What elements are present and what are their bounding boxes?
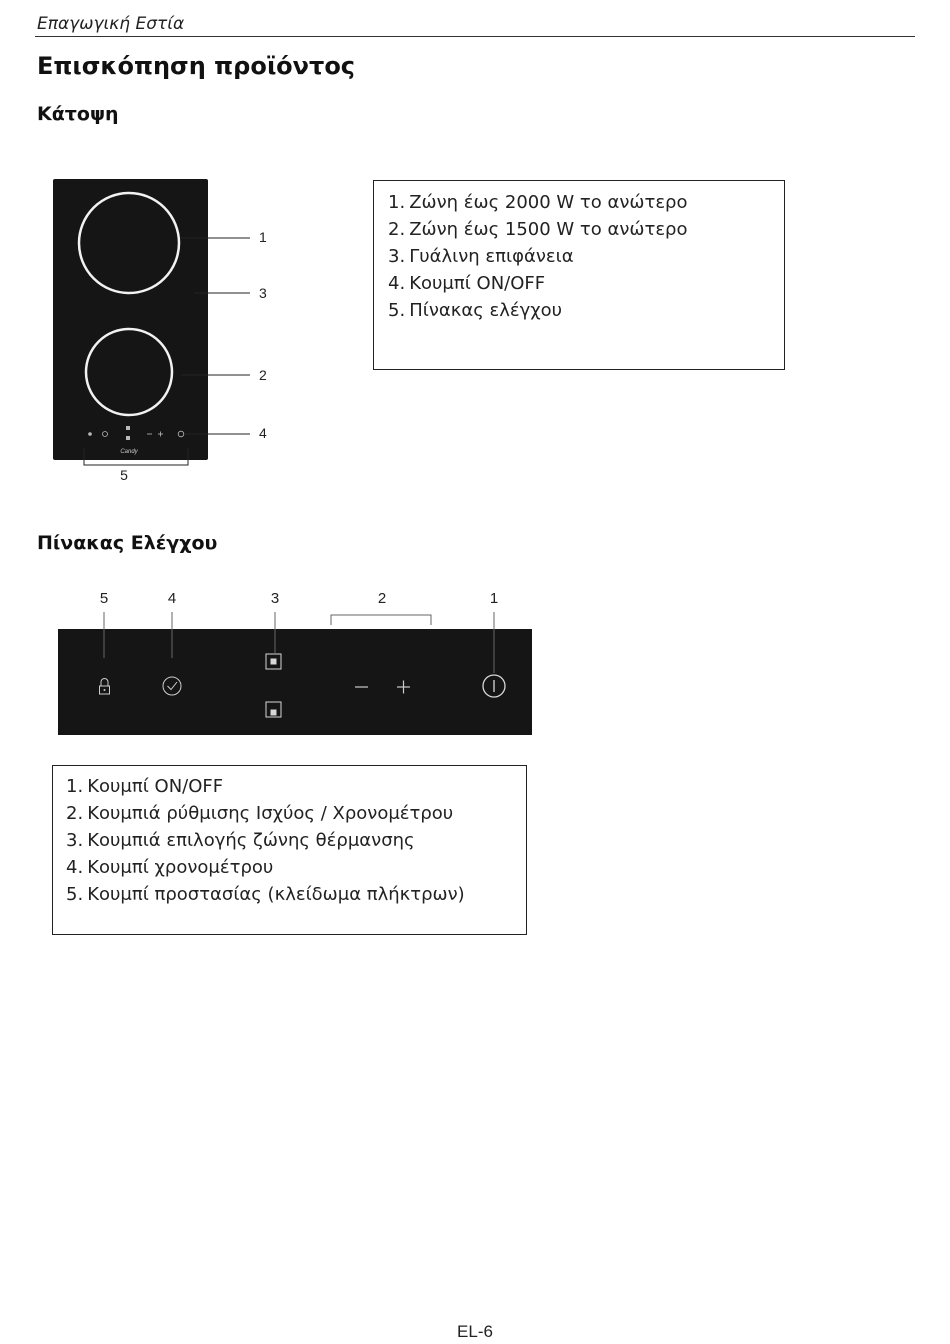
top-view-legend bbox=[373, 180, 785, 370]
cp-callout-1: 1 bbox=[489, 590, 499, 607]
top-view-heading: Κάτοψη bbox=[37, 103, 119, 125]
mini-zone-select-1 bbox=[126, 426, 130, 430]
legend-item: 3. Κουμπιά επιλογής ζώνης θέρμανσης bbox=[66, 830, 415, 851]
legend-item: 5. Πίνακας ελέγχου bbox=[388, 300, 563, 321]
legend-item: 3. Γυάλινη επιφάνεια bbox=[388, 246, 574, 267]
page-number: EL-6 bbox=[457, 1322, 493, 1341]
legend-item: 1. Ζώνη έως 2000 W το ανώτερο bbox=[388, 192, 688, 213]
callout-4: 4 bbox=[259, 425, 267, 441]
mini-zone-select-2 bbox=[126, 436, 130, 440]
hob-top-view-diagram bbox=[40, 170, 290, 490]
header-title: Επαγωγική Εστία bbox=[37, 14, 185, 34]
legend-item: 1. Κουμπί ON/OFF bbox=[66, 776, 224, 797]
cp-callout-3: 3 bbox=[270, 590, 280, 607]
cp-callout-4: 4 bbox=[167, 590, 177, 607]
control-panel-diagram bbox=[55, 585, 535, 737]
control-panel-legend bbox=[52, 765, 527, 935]
legend-item: 5. Κουμπί προστασίας (κλείδωμα πλήκτρων) bbox=[66, 884, 465, 905]
cp-callout-5: 5 bbox=[99, 590, 109, 607]
callout-1: 1 bbox=[259, 229, 267, 245]
page-title: Επισκόπηση προϊόντος bbox=[37, 52, 356, 80]
glass-surface bbox=[53, 179, 208, 460]
legend-item: 2. Κουμπιά ρύθμισης Ισχύος / Χρονομέτρου bbox=[66, 803, 454, 824]
header-rule bbox=[35, 36, 915, 37]
callout-2: 2 bbox=[259, 367, 267, 383]
mini-lock-icon bbox=[88, 432, 92, 436]
brand-logo: Candy bbox=[120, 449, 138, 455]
callout-3: 3 bbox=[259, 285, 267, 301]
legend-item: 4. Κουμπί ON/OFF bbox=[388, 273, 546, 294]
legend-item: 4. Κουμπί χρονομέτρου bbox=[66, 857, 274, 878]
cp-callout-2: 2 bbox=[377, 590, 387, 607]
control-panel-heading: Πίνακας Ελέγχου bbox=[37, 532, 218, 554]
control-panel-surface bbox=[58, 629, 532, 735]
callout-5: 5 bbox=[120, 467, 128, 483]
legend-item: 2. Ζώνη έως 1500 W το ανώτερο bbox=[388, 219, 688, 240]
